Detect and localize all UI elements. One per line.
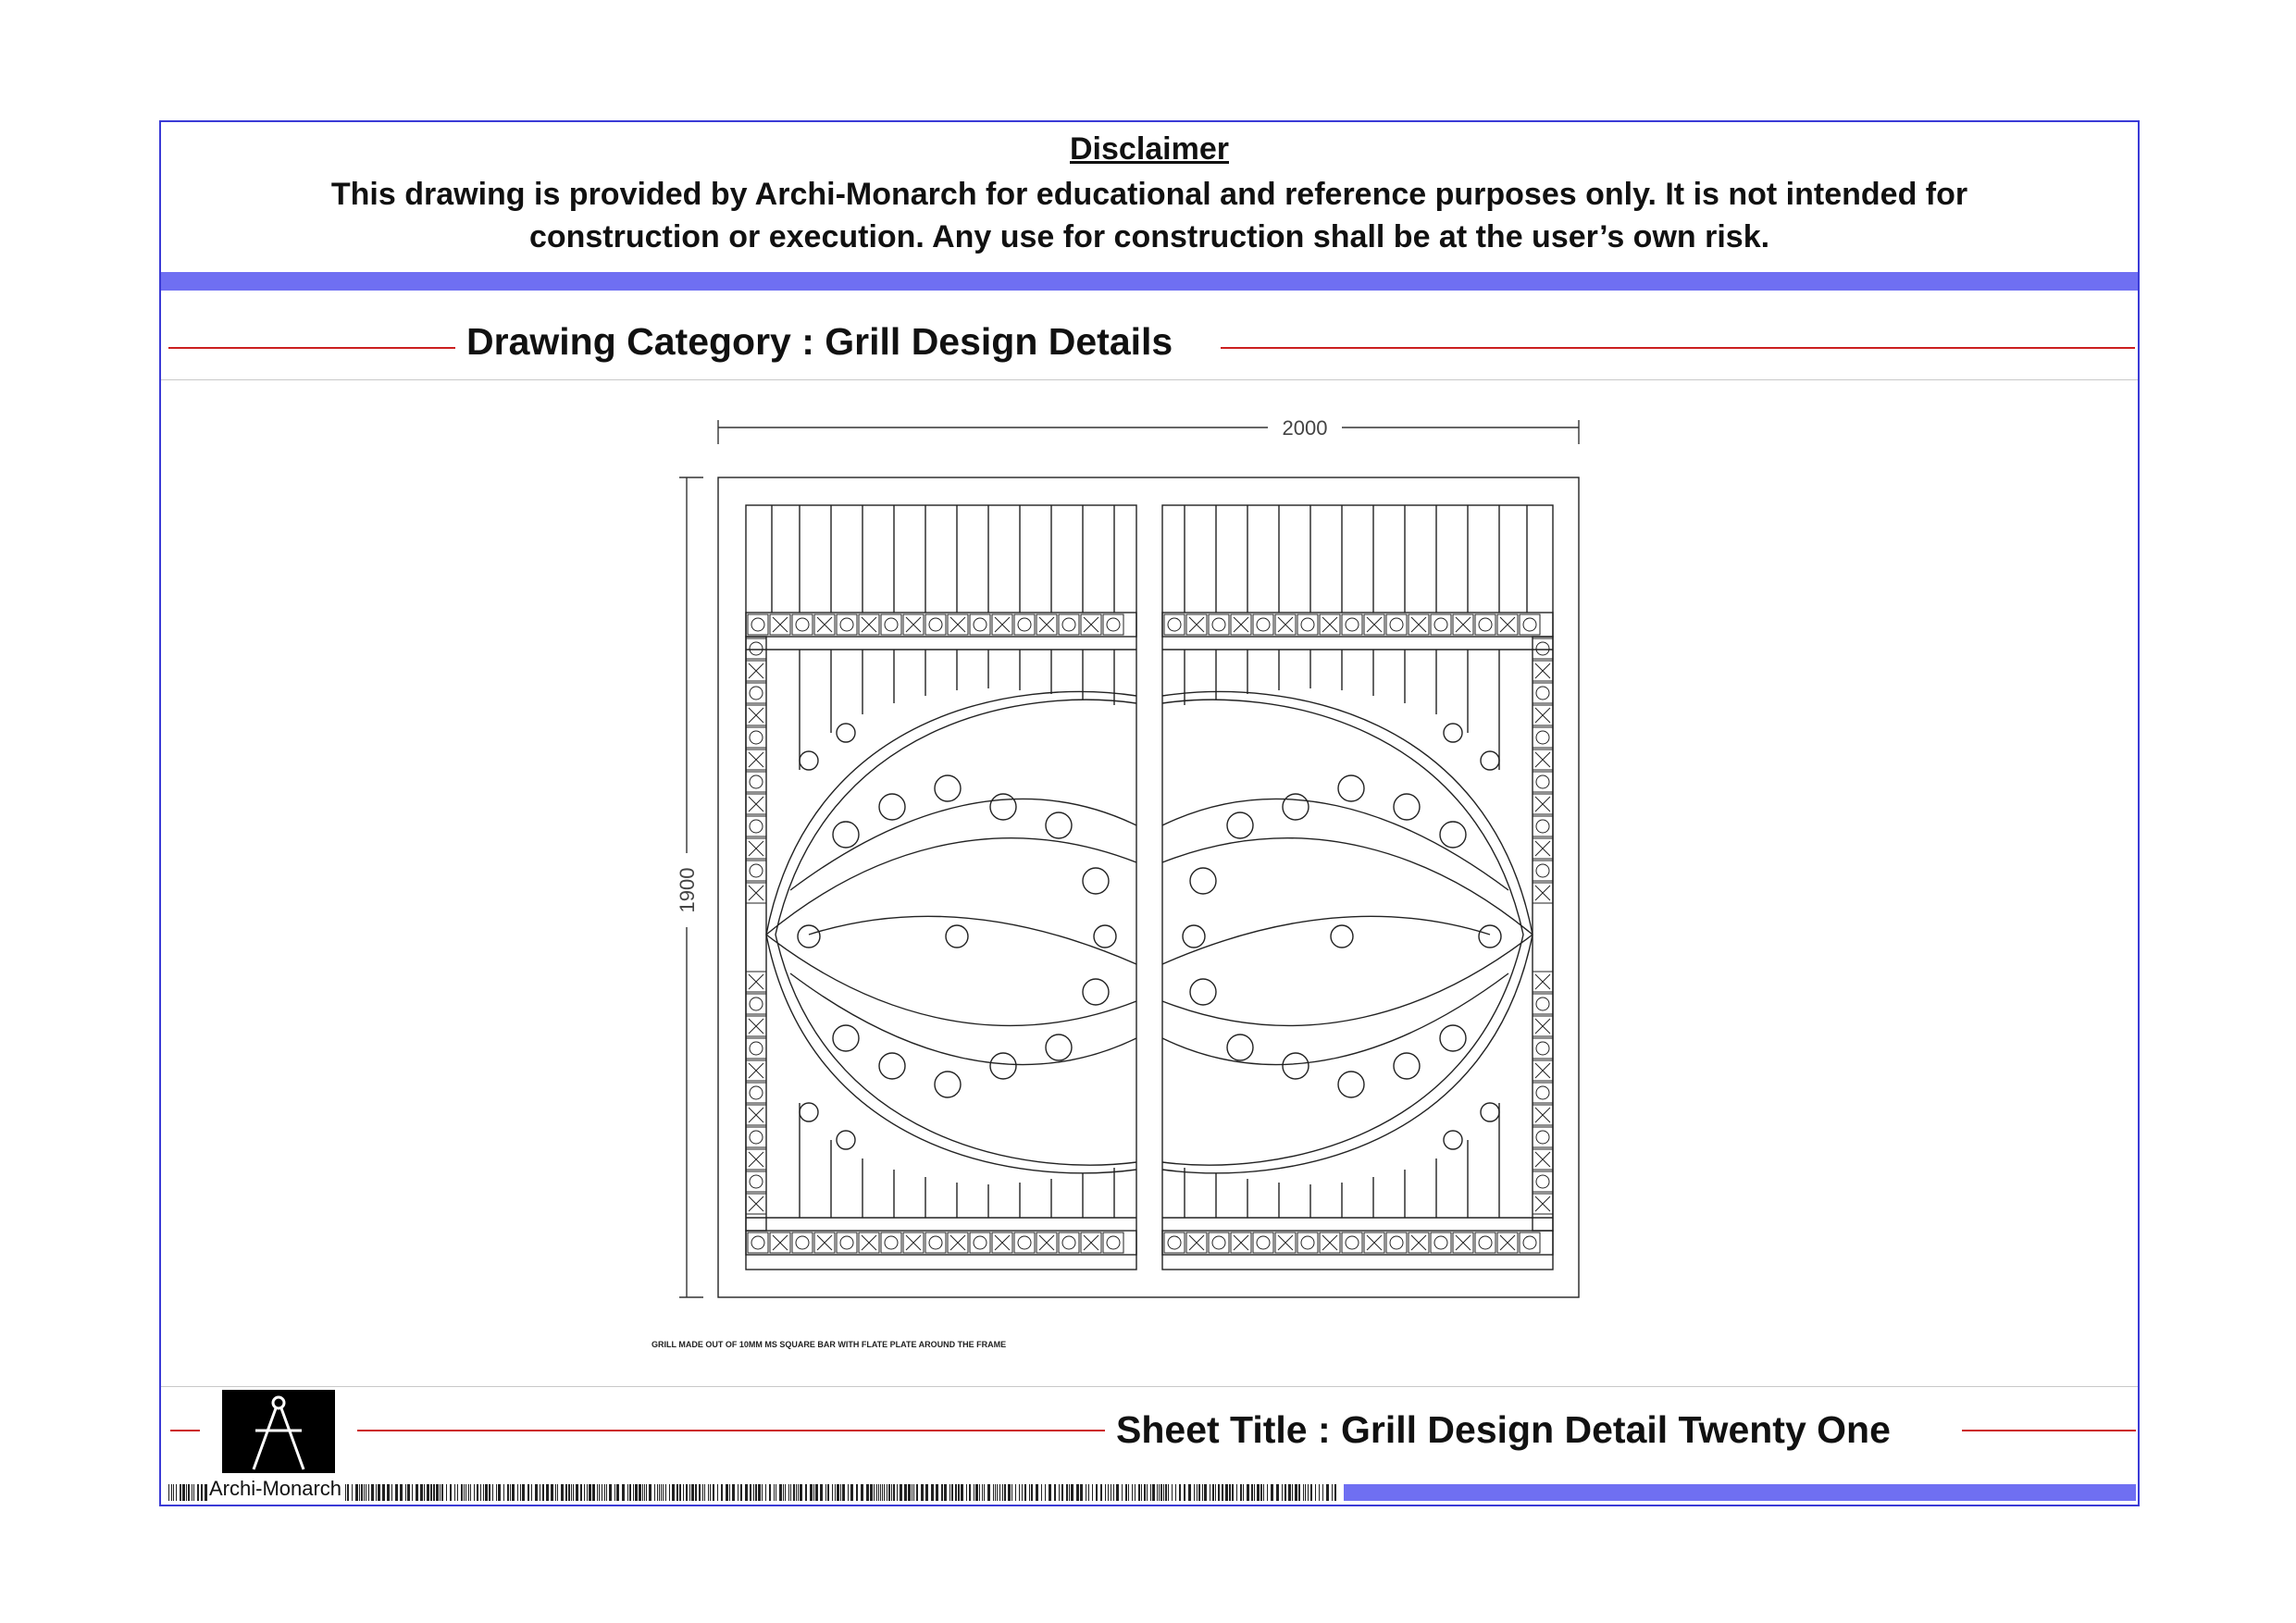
titleblock-divider xyxy=(161,1386,2138,1387)
disclaimer-text: This drawing is provided by Archi-Monarch for educational and reference purposes only. It is not intended for construction or execution. Any use for construction shall be at the user’s own risk. xyxy=(330,177,1968,254)
left-panel-ornament xyxy=(766,692,1136,1173)
right-grill-panel xyxy=(1162,505,1553,1270)
footer-accent-bar xyxy=(1344,1484,2136,1501)
titleblock-rule-left xyxy=(170,1430,200,1431)
drawing-note: GRILL MADE OUT OF 10MM MS SQUARE BAR WITH FLATE PLATE AROUND THE FRAME xyxy=(652,1340,1007,1349)
archi-monarch-logo xyxy=(222,1390,335,1473)
compass-icon xyxy=(222,1390,335,1473)
disclaimer-heading: Disclaimer xyxy=(1070,131,1229,167)
height-dimension-label: 1900 xyxy=(676,867,699,913)
decorative-band-pattern xyxy=(746,614,1553,1253)
left-grill-panel xyxy=(746,505,1136,1270)
left-panel-bars-middle xyxy=(800,650,1114,1218)
width-dimension-label: 2000 xyxy=(1282,416,1328,440)
logo-name: Archi-Monarch xyxy=(209,1477,342,1500)
drawing-sheet xyxy=(159,120,2140,1506)
right-panel-bars-middle xyxy=(1185,650,1499,1218)
drawing-category-title: Drawing Category : Grill Design Details xyxy=(466,320,1173,363)
right-panel-ornament xyxy=(1162,692,1533,1173)
grill-outer-frame xyxy=(718,477,1579,1297)
sheet-title-rule-left xyxy=(357,1430,1105,1431)
sheet-title: Sheet Title : Grill Design Detail Twenty One xyxy=(1116,1408,1891,1451)
left-panel-bars-top xyxy=(772,505,1114,613)
right-panel-bars-top xyxy=(1185,505,1527,613)
sheet-title-rule-right xyxy=(1962,1430,2136,1431)
grill-drawing xyxy=(161,122,2138,1506)
